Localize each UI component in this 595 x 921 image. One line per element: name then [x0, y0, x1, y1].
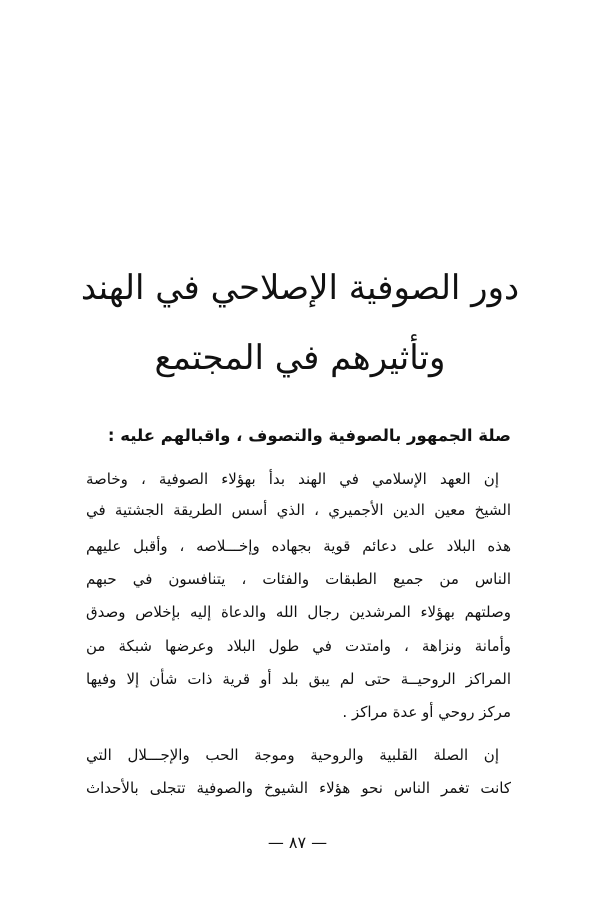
section-heading: صلة الجمهور بالصوفية والتصوف ، واقبالهم عليه : — [107, 426, 511, 445]
paragraph-1-line: هذه البلاد على دعائم قوية بجهاده وإخـــلاصه ، وأقبل عليهم — [86, 537, 511, 555]
chapter-title-line-2: وتأثيرهم في المجتمع — [154, 338, 446, 378]
paragraph-2-line: كانت تغمر الناس نحو هؤلاء الشيوخ والصوفية تتجلى بالأحداث — [86, 779, 511, 797]
paragraph-1-line: وأمانة ونزاهة ، وامتدت في طول البلاد وعرضها شبكة من — [86, 637, 511, 655]
paragraph-2-line: إن الصلة القلبية والروحية وموجة الحب والإجـــلال التي — [86, 746, 499, 764]
paragraph-1-line: الشيخ معين الدين الأجميري ، الذي أسس الطريقة الجشتية في — [86, 501, 511, 519]
paragraph-1-line: الناس من جميع الطبقات والفئات ، يتنافسون في حبهم — [86, 570, 511, 588]
paragraph-1-line: المراكز الروحيــة حتى لم يبق بلد أو قرية ذات شأن إلا وفيها — [86, 670, 511, 688]
page-number: — ٨٧ — — [267, 833, 328, 852]
paragraph-1-line: إن العهد الإسلامي في الهند بدأ بهؤلاء الصوفية ، وخاصة — [86, 470, 499, 488]
paragraph-1-line: مركز روحي أو عدة مراكز . — [342, 703, 511, 721]
paragraph-1-line: وصلتهم بهؤلاء المرشدين رجال الله والدعاة إليه بإخلاص وصدق — [86, 603, 511, 621]
chapter-title-line-1: دور الصوفية الإصلاحي في الهند — [80, 268, 520, 308]
